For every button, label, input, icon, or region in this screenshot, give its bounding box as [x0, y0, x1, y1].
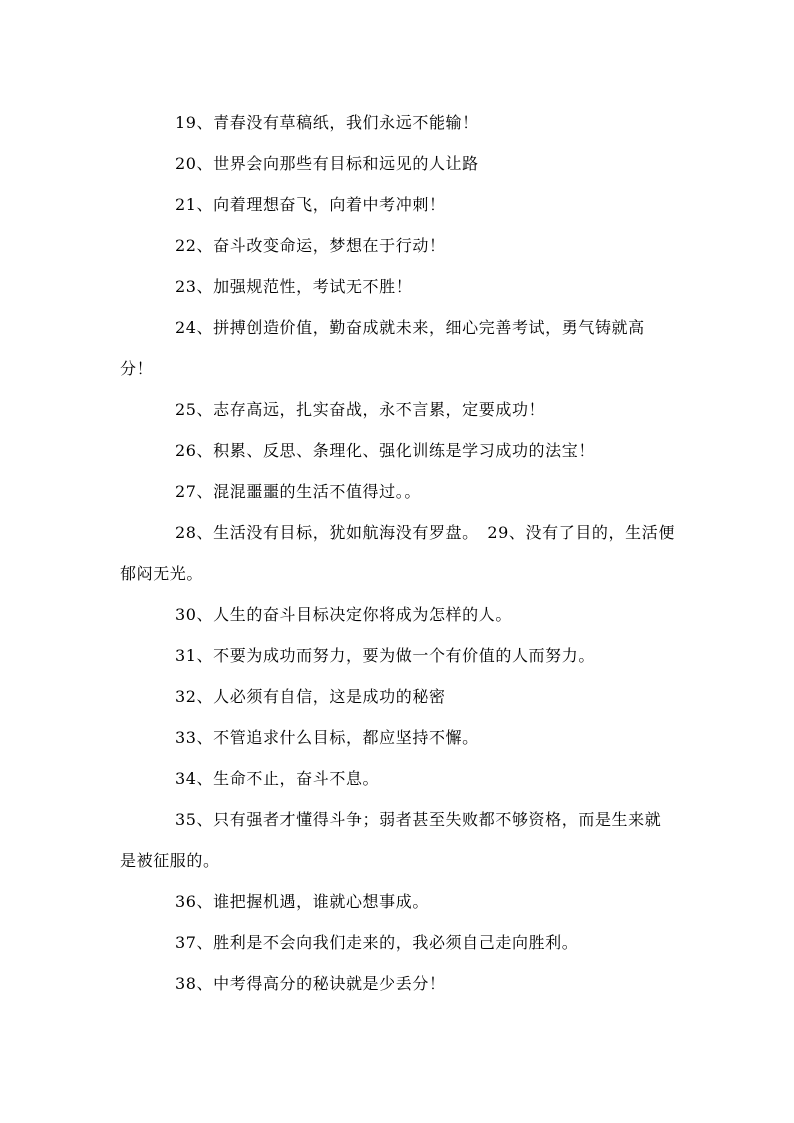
list-item: 21、向着理想奋飞，向着中考冲刺！ [175, 195, 446, 214]
list-item: 26、积累、反思、条理化、强化训练是学习成功的法宝！ [175, 441, 595, 460]
list-item: 24、拼搏创造价值，勤奋成就未来，细心完善考试，勇气铸就高分！ [120, 318, 645, 378]
list-item: 33、不管追求什么目标，都应坚持不懈。 [175, 728, 479, 747]
list-item: 34、生命不止，奋斗不息。 [175, 769, 380, 788]
document-body [120, 102, 676, 1004]
list-item: 31、不要为成功而努力，要为做一个有价值的人而努力。 [175, 646, 595, 665]
list-item: 30、人生的奋斗目标决定你将成为怎样的人。 [175, 605, 512, 624]
list-item: 28、生活没有目标，犹如航海没有罗盘。 29、没有了目的，生活便郁闷无光。 [120, 523, 675, 583]
list-item: 20、世界会向那些有目标和远见的人让路 [175, 154, 479, 173]
list-item: 25、志存高远，扎实奋战，永不言累，定要成功！ [175, 400, 546, 419]
list-item: 37、胜利是不会向我们走来的，我必须自己走向胜利。 [175, 933, 579, 952]
list-item: 27、混混噩噩的生活不值得过。。 [175, 482, 421, 501]
list-item: 32、人必须有自信，这是成功的秘密 [175, 687, 446, 706]
list-item: 23、加强规范性，考试无不胜！ [175, 277, 413, 296]
list-item: 35、只有强者才懂得斗争；弱者甚至失败都不够资格，而是生来就是被征服的。 [120, 810, 662, 870]
list-item: 38、中考得高分的秘诀就是少丢分！ [175, 974, 446, 993]
list-item: 36、谁把握机遇，谁就心想事成。 [175, 892, 429, 911]
list-item: 19、青春没有草稿纸，我们永远不能输！ [175, 113, 479, 132]
list-item: 22、奋斗改变命运，梦想在于行动！ [175, 236, 446, 255]
